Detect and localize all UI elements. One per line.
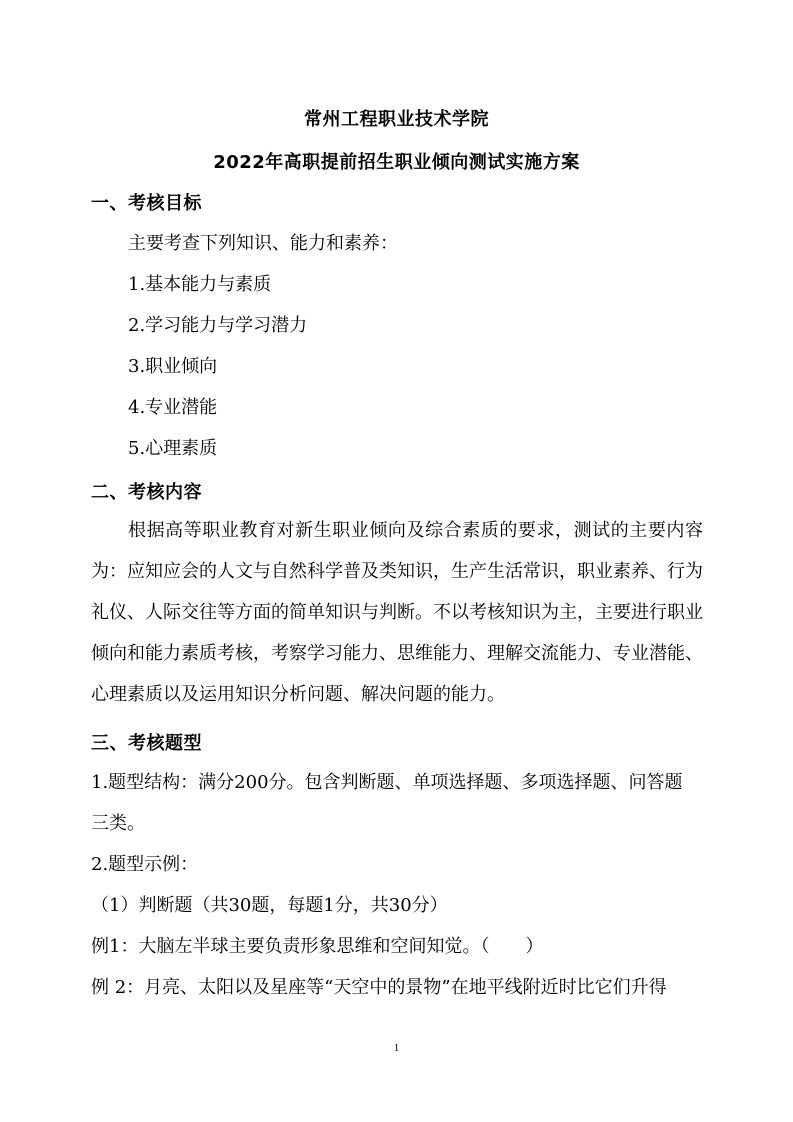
objective-item: 1.基本能力与素质 — [128, 274, 272, 295]
example-question: 例1：大脑左半球主要负责形象思维和空间知觉。（ ） — [91, 936, 544, 957]
objective-item: 5.心理素质 — [128, 438, 218, 459]
page-number: 1 — [393, 1042, 400, 1054]
objective-item: 2.学习能力与学习潜力 — [128, 315, 308, 336]
question-structure-line-cont: 三类。 — [91, 813, 145, 834]
example-question: 例 2：月亮、太阳以及星座等“天空中的景物”在地平线附近时比它们升得 — [91, 977, 667, 998]
document-title-institution: 常州工程职业技术学院 — [304, 109, 489, 130]
objectives-intro: 主要考查下列知识、能力和素养： — [128, 233, 398, 254]
objective-item: 3.职业倾向 — [128, 356, 218, 377]
document-title-plan: 2022年高职提前招生职业倾向测试实施方案 — [213, 152, 580, 173]
content-paragraph: 根据高等职业教育对新生职业倾向及综合素质的要求，测试的主要内容为：应知应会的人文与自然科学普及类知识，生产生活常识，职业素养、行为礼仪、人际交往等方面的简单知识与判断。不以考核知识为主，主要进行职业倾向和能力素质考核，考察学习能力、思维能力、理解交流能力、专业潜能、心理素质以及运用知识分析问题、解决问题的能力。 — [91, 520, 703, 705]
question-examples-label: 2.题型示例： — [91, 854, 199, 875]
section-heading-question-types: 三、考核题型 — [91, 733, 202, 754]
question-structure-line: 1.题型结构：满分200分。包含判断题、单项选择题、多项选择题、问答题 — [91, 772, 683, 793]
section-heading-content: 二、考核内容 — [91, 482, 202, 503]
objective-item: 4.专业潜能 — [128, 397, 218, 418]
judgement-section-label: （1）判断题（共30题，每题1分，共30分） — [91, 895, 448, 916]
section-heading-objectives: 一、考核目标 — [91, 193, 202, 214]
